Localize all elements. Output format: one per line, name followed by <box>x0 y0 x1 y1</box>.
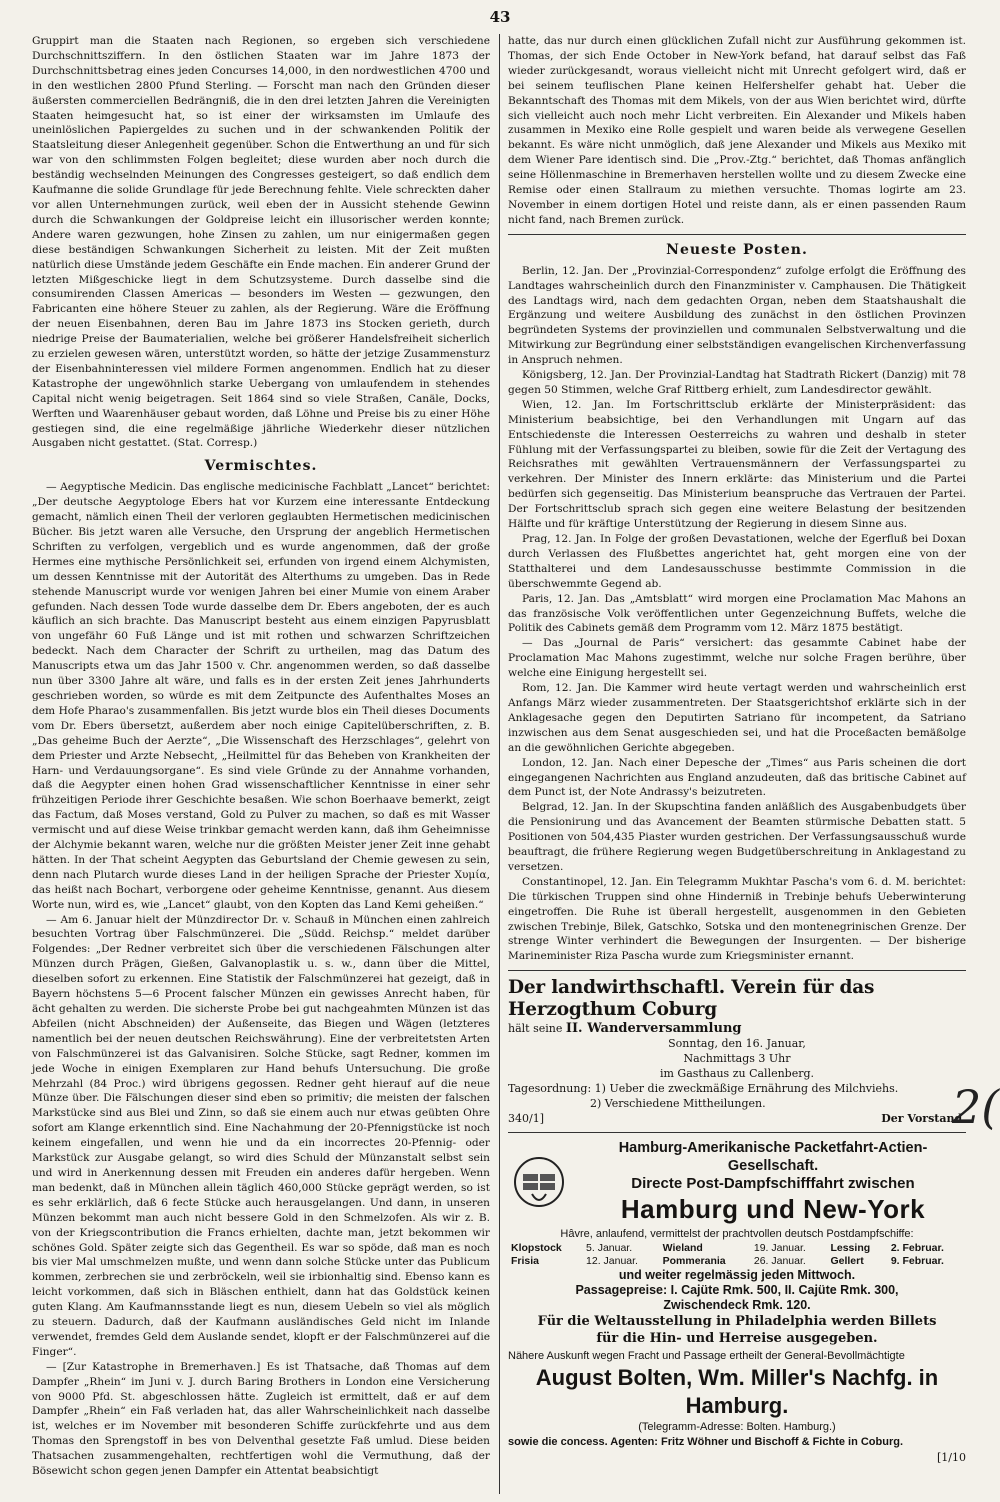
section-title-vermischtes: Vermischtes. <box>204 458 318 475</box>
sailing-schedule-table <box>508 1242 966 1268</box>
sailing-date: 5. Januar. <box>586 1242 633 1255</box>
separator-line <box>508 234 966 235</box>
ad-title: Der landwirthschaftl. Verein für das Herzogthum Coburg <box>508 977 875 1021</box>
ship-name: Frisia <box>511 1255 540 1268</box>
ad-location: im Gasthaus zu Callenberg. <box>659 1067 815 1081</box>
ship-name: Klopstock <box>511 1242 562 1255</box>
right-column <box>508 34 966 1465</box>
ad-weekly-note: und weiter regelmässig jeden Mittwoch. <box>618 1268 856 1283</box>
ad-date: Sonntag, den 16. Januar, <box>668 1037 806 1051</box>
news-item: Paris, 12. Jan. Das „Amtsblatt“ wird morgen eine Proclamation Mac Mahons an das französische Volk veröffentlichen unter Gegenzeichnung Buffets, welche die Politik des Cabinets gemäß dem Programm vom 12. März 1875 bestätigt. <box>508 592 966 635</box>
table-row <box>508 1242 966 1255</box>
column-divider <box>499 34 500 1494</box>
sailing-date: 19. Januar. <box>753 1242 806 1255</box>
ad-reference: 340/1] <box>508 1112 544 1126</box>
advertisement-coburg-association <box>508 977 966 1126</box>
article-bremerhaven: — [Zur Katastrophe in Bremerhaven.] Es ist Thatsache, daß Thomas auf dem Dampfer „Rhein“ im Juni v. J. durch Baring Brothers in London eine Versicherung von 9000 Pfd. St. abgeschlossen hätte. Zugleich ist ermittelt, daß er auf dem Dampfer „Rhein“ ein Faß verladen hat, das aller Wahrscheinlichkeit nach dasselbe ist, welches er im November mit besonderen Schiffe zurückfehrte und aus dem Thomas den Sprengstoff in bes von Delventhal gesetzte Faß umlud. Diese beiden Thatsachen zusammengehalten, rechtfertigen wohl die Vermuthung, daß der Bösewicht schon gegen jenen Dampfer ein Attentat beabsichtigt <box>32 1360 490 1478</box>
left-column <box>32 34 490 1479</box>
ad-exhibition-note-2: für die Hin- und Herreise ausgegeben. <box>596 1331 878 1347</box>
ad-exhibition-note: Für die Weltausstellung in Philadelphia werden Billets <box>537 1314 937 1330</box>
ad-fares-steerage: Zwischendeck Rmk. 120. <box>663 1298 811 1313</box>
news-item: London, 12. Jan. Nach einer Depesche der „Times“ aus Paris scheinen die dort eingegangenen Nachrichten aus England anzudeuten, daß das britische Cabinet auf dem Punct ist, der Note Andrassy's beizutreten. <box>508 756 966 799</box>
news-item: Berlin, 12. Jan. Der „Provinzial-Correspondenz“ zufolge erfolgt die Eröffnung des Landtages wahrscheinlich durch den Finanzminister v. Camphausen. Die Thätigkeit des Landtags wird, nach dem gedachten Organ, neben dem Staatshaushalt die Ergänzung und weitere Ausbildung des zunächst in den östlichen Provinzen begründeten Systems der provinziellen und communalen Selbstverwaltung und die Mitwirkung zur Begründung einer selbstständigen evangelischen Kirchenverfassung in Anspruch nehmen. <box>508 264 966 367</box>
news-item: Belgrad, 12. Jan. In der Skupschtina fanden anläßlich des Ausgabenbudgets über die Pensionirung und das Avancement der Beamten stürmische Debatten statt. 5 Positionen von 504,435 Piaster wurden gestrichen. Der Verfassungsausschuß wurde beauftragt, die frühere Regierung wegen Budgetüberschreitung in Anklagestand zu versetzen. <box>508 801 966 873</box>
ad-agent-name: August Bolten, Wm. Miller's Nachfg. in Hamburg. <box>535 1365 939 1419</box>
page-number: 43 <box>489 8 511 26</box>
ship-name: Gellert <box>830 1255 864 1268</box>
separator-line <box>508 1132 966 1133</box>
news-item: — Das „Journal de Paris“ versichert: das gesammte Cabinet habe der Proclamation Mac Mahons zugestimmt, welche nur solche Fragen berühre, über welche eine Einigung hergestellt sei. <box>508 637 966 680</box>
ad-signature: Der Vorstand. <box>881 1112 966 1126</box>
ad-reference: [1/10 <box>937 1451 966 1465</box>
ship-name: Pommerania <box>662 1255 726 1268</box>
ad-agenda-item: 1) Ueber die zweckmäßige Ernährung des Milchviehs. <box>594 1082 899 1096</box>
sailing-date: 2. Februar. <box>890 1242 944 1255</box>
ship-name: Lessing <box>830 1242 871 1255</box>
news-item: Wien, 12. Jan. Im Fortschrittsclub erklärte der Ministerpräsident: das Ministerium beabsichtige, bei den Verhandlungen mit Ungarn auf das Entschiedenste die Interessen Oesterreichs zu wahren und deshalb in steter Fühlung mit der Verfassungspartei zu bleiben, sowie für die Zeit der Vertagung des Reichsrathes mit gewählten Vertrauensmännern der Verfassungspartei zu verkehren. Der Minister des Innern erklärte: das Ministerium und die Partei bedürfen sich gegenseitig. Das Ministerium beanspruche das Vertrauen der Partei. Der Fortschrittsclub sprach sich gegen eine weitere Belastung der besitzenden Hälfte und für kräftige Unterstützung der Regierung in diesem Sinne aus. <box>508 398 966 531</box>
article-bremerhaven-continued: hatte, das nur durch einen glücklichen Zufall nicht zur Ausführung gekommen ist. Thomas, der sich Ende October in New-York befand, hat darauf selbst das Faß wieder zurückgesandt, woraus vielleicht nicht mit Unrecht gefolgert wird, daß er bei seinem teuflischen Plane keinen Helfershelfer gehabt hat. Ueber die Bekanntschaft des Thomas mit dem Mikels, von der aus Wien berichtet wird, dürfte sich vielleicht auch noch mehr Licht verbreiten. Ein Alexander und Mikels haben zusammen in Mexiko eine Rolle gespielt und waren beide als verwegene Gesellen bekannt. Es wäre nicht unmöglich, daß jene Alexander und Mikels aus Mexiko mit dem Wiener Pare identisch sind. Die „Prov.-Ztg.“ berichtet, daß Thomas anfänglich seine Höllenmaschine in Bremerhaven herstellen wollte und zu diesem Zwecke eine Remise oder einen Stallraum zu miethen versuchte. Thomas logirte am 23. November in einem dortigen Hotel und reiste dann, als er einen passenden Raum nicht fand, nach Bremen zurück. <box>508 35 966 226</box>
ad-company-name: Hamburg-Amerikanische Packetfahrt-Actien-Gesellschaft. <box>618 1140 928 1175</box>
separator-line <box>508 970 966 971</box>
article-counterfeiting: — Am 6. Januar hielt der Münzdirector Dr. v. Schauß in München einen zahlreich besuchten Vortrag über Falschmünzerei. Die „Südd. Reichsp.“ meldet darüber Folgendes: „Der Redner verbreitet sich über die verschiedenen Fälschungen alter Münzen durch Prägen, Gießen, Galvanoplastik u. s. w., dann über die Mittel, dieselben sofort zu erkennen. Eine Statistik der Falschmünzerei hat gezeigt, daß in Bayern höchstens 5—6 Procent falscher Münzen ein gewisses Anrecht haben, für ächt gehalten zu werden. Die sicherste Probe bei gut nachgeahmten Münzen ist das Abfeilen (nicht Abschneiden) der Außenseite, das Biegen und Wägen (letzteres namentlich bei der neuen deutschen Reichswährung). Eine der verbreitetsten Arten von Falschmünzerei ist das Galvanisiren. Solche Stücke, sagt Redner, kommen im jede Woche in einigen Exemplaren zur Hand behufs Untersuchung. Die große Mehrzahl (84 Proc.) wird übrigens gegossen. Redner geht hierauf auf die neue Münze über. Die Fälschungen dieser sind eben so primitiv; die meisten der falschen Markstücke sind aus Blei und Zinn, so daß sie einem auch nur etwas geübten Ohre sofort am Klange erkenntlich sind. Eine Nachahmung der 20-Pfennigstücke ist noch keinem eingefallen, und wenn hie und da ein incorrectes 20-Pfennig- oder Markstück zur Ausgabe gelangt, so wird dies Schuld der Münzanstalt selbst sein und wird in Anerkennung dessen mit Freuden ein anderes dafür hergeben. Wenn man bedenkt, daß in München allein täglich 460,000 Stücke geprägt werden, so ist es sehr erklärlich, daß 6 fecte Stücke auch herausgelangen. Und dann, in unseren Münzen bekommt man auch nicht bessere Gold in den Schmelzofen. Als wir z. B. von der Kriegscontribution die Francs erhielten, dachte man, jetzt bekommen wir schönes Gold. Später zeigte sich das Gegentheil. Es war so spöde, daß man es noch bis vier Mal umschmelzen mußte, und wenn dann solche Stücke unter das Publicum kommen, zerbrechen sie und zerbröckeln, weil sie irbionhaltig sind. Ebenso kann es leicht vorkommen, daß sich in Bläschen enthielt, dann hat das Goldstück keinen guten Klang. Am Kaufmannsstande liegt es nun, diesem Uebeln so viel als möglich zu steuern. Dadurch, daß der Kaufmann ausländisches Geld nicht im Inlande verwendet, fremdes Geld dem Auslande sendet, klopft er der Falschmünzerei auf die Finger“. <box>32 913 490 1358</box>
ad-agenda-item: 2) Verschiedene Mittheilungen. <box>590 1097 766 1111</box>
table-row <box>508 1255 966 1268</box>
ad-event-title: II. Wanderversammlung <box>565 1021 742 1037</box>
ad-agenda-label: Tagesordnung: <box>508 1082 592 1096</box>
ad-local-agents: sowie die concess. Agenten: Fritz Wöhner und Bischoff & Fichte in Coburg. <box>508 1436 904 1449</box>
article-egyptian-medicine: — Aegyptische Medicin. Das englische medicinische Fachblatt „Lancet“ berichtet: „Der deutsche Aegyptologe Ebers hat vor Kurzem eine interessante Entdeckung gemacht, nämlich einen Theil der verloren geglaubten Hermetischen medicinischen Bücher. Bis jetzt waren alle Versuche, den Ursprung der angeblich Hermetischen Schriften zu verfolgen, vergeblich und es wurde angenommen, daß der große Hermes eine mythische Persönlichkeit sei, erfunden von irgend einem Alchymisten, um dessen Kenntnisse mit der Autorität des Alterthums zu umgeben. Das in Rede stehende Manuscript wurde vor wenigen Jahren bei einer Mumie von einem Araber gefunden. Nach dessen Tode wurde dasselbe dem Dr. Ebers angeboten, der es auch käuflich an sich brachte. Das Manuscript besteht aus einem einzigen Papyrusblatt von ungefähr 60 Fuß Länge und ist mit rothen und schwarzen Schriftzeichen bedeckt. Nach dem Character der Schrift zu urtheilen, mag das Datum des Manuscripts etwa um das Jahr 1500 v. Chr. angenommen werden, so daß dasselbe nun über 3300 Jahre alt wäre, und falls es in der ersten Zeit jenes Jahrhunderts geschrieben worden, so würde es mit dem Zeitpuncte des Aufenthaltes Moses an dem Hofe Pharao's zusammenfallen. Bis jetzt wurde blos ein Theil dieses Documents vom Dr. Ebers übersetzt, außerdem aber noch einige Capitelüberschriften, z. B. „Das geheime Buch der Aerzte“, „Die Wissenschaft des Herzschlages“, gelehrt von dem Priester und Arzte Nebsecht, „Heilmittel für das Beheben von Krankheiten der Harn- und Verdauungsorgane“. Es sind viele Gründe zu der Annahme vorhanden, daß die Aegypter einen hohen Grad wissenschaftlicher Kenntnisse in einer sehr frühzeitigen Periode ihrer Geschichte besaßen. Wie schon Boerhaave bemerkt, zeigt das Factum, daß Moses verstand, Gold zu Pulver zu machen, so daß es mit Wasser vermischt und auf diese Weise trinkbar gemacht werden kann, daß ihm Geheimnisse der Alchymie bekannt waren, welche nur die größten Meister jener Zeit inne gehabt hätten. In der That scheint Aegypten das Geburtsland der Chemie gewesen zu sein, denn nach Plutarch wurde dieses Land in der heiligen Sprache der Priester Χυμία, das heißt nach Bochart, verborgene oder geheime Kenntnisse, genannt. Aus diesem Worte nun, wird es, wie „Lancet“ glaubt, von den Kopten das Land Kemi geheißen.“ <box>32 481 490 911</box>
sailing-date: 26. Januar. <box>753 1255 806 1268</box>
ad-route: Hamburg und New-York <box>620 1194 926 1225</box>
ad-text: hält seine <box>508 1022 563 1036</box>
news-item: Prag, 12. Jan. In Folge der großen Devastationen, welche der Egerfluß bei Doxan durch Verlassen des Flußbettes angerichtet hat, geht morgen eine von der Statthalterei und dem Landesausschusse bestimmte Commission in die überschwemmte Gegend ab. <box>508 533 966 590</box>
news-item: Königsberg, 12. Jan. Der Provinzial-Landtag hat Stadtrath Rickert (Danzig) mit 78 gegen 50 Stimmen, welche Graf Rittberg erhielt, zum Landesdirector gewählt. <box>508 369 966 396</box>
ad-intro: Hâvre, anlaufend, vermittelst der prachtvollen deutsch Postdampfschiffe: <box>560 1228 914 1241</box>
ad-fares: Passagepreise: I. Cajüte Rmk. 500, II. Cajüte Rmk. 300, <box>575 1283 899 1298</box>
sailing-date: 9. Februar. <box>890 1255 944 1268</box>
news-item: Rom, 12. Jan. Die Kammer wird heute vertagt werden und wahrscheinlich erst Anfangs März wieder zusammentreten. Der Staatsgerichtshof erklärte sich in der Anklagesache gegen den Deputirten Satriano für incompetent, da Satriano inzwischen aus dem Senat ausgeschieden sei, und hat die Proceßacten bemäßolge an die gewöhnlichen Gerichte abgegeben. <box>508 682 966 754</box>
section-title-neueste-posten: Neueste Posten. <box>666 241 808 258</box>
ship-name: Wieland <box>662 1242 703 1255</box>
article-economy: Gruppirt man die Staaten nach Regionen, so ergeben sich verschiedene Durchschnittsziffern. In den östlichen Staaten war im Jahre 1873 der Durchschnittsbetrag eines jeden Concurses 14,000, in den nordwestlichen 4700 und in den westlichen 2800 Pfund Sterling. — Forscht man nach den Gründen dieser äußersten commerciellen Bedrängniß, die in den drei letzten Jahren die Vereinigten Staaten heimgesucht hat, so ist einer der wirksamsten im Umlaufe des uneinlöslichen Papiergeldes zu suchen und in der schwankenden Politik der Staatsleitung dieser Anlegenheit gegenüber. Schon die Entwerthung an und für sich war von den schlimmsten Folgen begleitet; diese wurden aber noch durch die beständig wechselnden Meinungen des Congresses gesteigert, so daß endlich dem Kaufmanne die solide Grundlage für jede Berechnung fehlte. Viele schreckten daher vor allen Unternehmungen zurück, weil eben der in Aussicht stehende Gewinn durch die Schwankungen der Goldpreise leicht ein illusorischer werden konnte; Andere waren gezwungen, hohe Zinsen zu zahlen, um nur einigermaßen gegen diese beständigen Schwankungen Sicherheit zu leisten. Mit der Zeit mußten natürlich diese Umstände jedem Geschäfte ein Ende machen. Ein anderer Grund der letzten Mißgeschicke liegt in dem Schutzsysteme. Durch dasselbe sind die consumirenden Classen Americas — besonders im Westen — gezwungen, den Fabricanten eine höhere Steuer zu zahlen, als der Regierung. Wäre die Eröffnung der neuen Eisenbahnen, deren Bau im Jahre 1873 ins Stocken gerieth, durch niedrige Preise der Baumaterialien, welche bei größerer Handelsfreiheit sicherlich zu erzielen gewesen wären, unterstützt worden, so hätte der jetzige Zusammensturz der Eisenbahninteressen viel mildere Formen angenommen. Endlich hat zu dieser Katastrophe der ungewöhnlich starke Uebergang von umlaufendem in stehendes Capital nicht wenig beigetragen. Seit 1864 sind so viele Straßen, Canäle, Docks, Werften und Waarenhäuser gebaut worden, daß Löhne und Preise bis zu einer Höhe gestiegen sind, die eine regelmäßige jährliche Wiederkehr dieser nützlichen Ausgaben nicht gestattet. (Stat. Corresp.) <box>32 35 490 450</box>
ad-time: Nachmittags 3 Uhr <box>683 1052 791 1066</box>
ad-telegram-address: (Telegramm-Adresse: Bolten. Hamburg.) <box>638 1421 836 1434</box>
handwritten-mark: 2( <box>952 1080 1000 1134</box>
sailing-date: 12. Januar. <box>586 1255 638 1268</box>
ad-service-line: Directe Post-Dampfschifffahrt zwischen <box>631 1175 915 1193</box>
advertisement-hamburg-shipping <box>508 1139 966 1465</box>
ad-info: Nähere Auskunft wegen Fracht und Passage ertheilt der General-Bevollmächtigte <box>508 1350 905 1363</box>
shipping-company-emblem-icon <box>508 1154 570 1210</box>
news-item: Constantinopel, 12. Jan. Ein Telegramm Mukhtar Pascha's vom 6. d. M. berichtet: Die türkischen Truppen sind ohne Hinderniß in Trebinje behufs Ueberwinterung eingetroffen. Die Ruhe ist überall hergestellt, ausgenommen in den Gebieten zwischen Trebinje, Bilek, Gatschko, Sotska und den montenegrinischen Grenze. Der strenge Winter verhindert die Bewegungen der Insurgenten. — Der bisherige Marineminister Riza Pascha wurde zum Kriegsminister ernannt. <box>508 875 966 963</box>
